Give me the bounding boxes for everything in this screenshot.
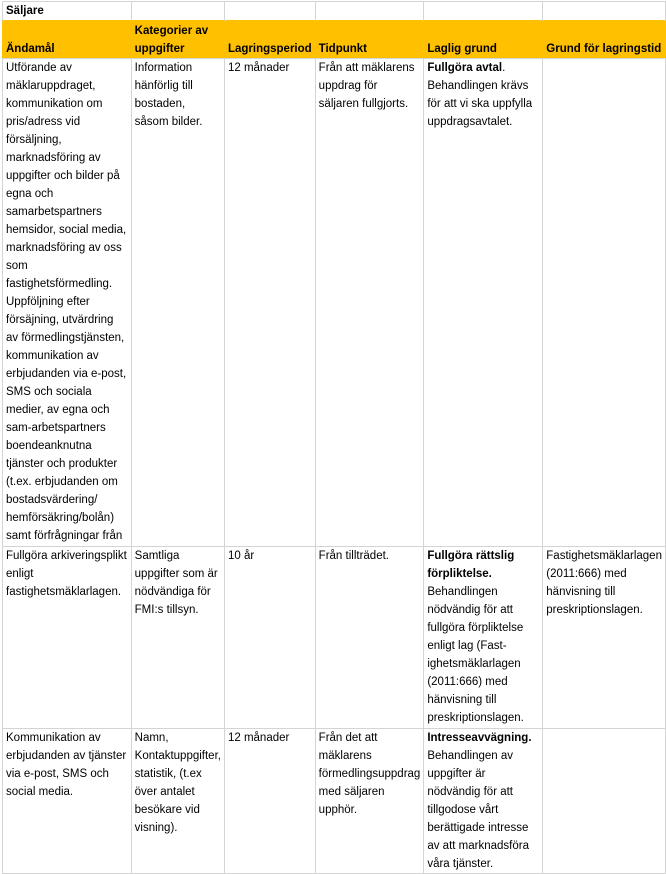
header-categories[interactable]: Kategorier av uppgifter [131,21,224,59]
empty-cell[interactable] [315,2,424,21]
categories-cell[interactable]: Information hänförlig till bostaden, såsom bilder. [131,59,224,547]
timing-cell[interactable]: Från att mäklarens uppdrag för säljaren fullgjorts. [315,59,424,547]
header-purpose[interactable]: Ändamål [3,21,132,59]
legal-basis-text: Behandlingen nödvändig för att fullgöra förpliktelse enligt lag (Fast-ighetsmäklarlagen (2011:666) med hänvisning till preskriptionslagen. [427,586,524,724]
title-row [3,2,666,21]
sheet-title-cell[interactable]: Säljare [3,2,132,21]
purpose-cell[interactable]: Fullgöra arkiveringsplikt enligt fastighetsmäklarlagen. [3,547,132,729]
timing-cell[interactable]: Från det att mäklarens förmedlingsuppdrag med säljaren upphör. [315,729,424,874]
timing-cell[interactable]: Från tillträdet. [315,547,424,729]
table-row [3,547,666,729]
legal-basis-text: Behandlingen av uppgifter är nödvändig för att tillgodose vårt berättigade intresse av att marknadsföra våra tjänster. [427,750,529,870]
period-cell[interactable]: 10 år [224,547,315,729]
legal-basis-title: Intresseavvägning. [427,732,532,744]
empty-cell[interactable] [424,2,543,21]
header-timing[interactable]: Tidpunkt [315,21,424,59]
legal-basis-title: Fullgöra avtal [427,62,503,74]
legal-basis-cell[interactable] [424,547,543,729]
empty-cell[interactable] [131,2,224,21]
header-row [3,21,666,59]
purpose-cell[interactable]: Kommunikation av erbjudanden av tjänster via e-post, SMS och social media. [3,729,132,874]
empty-cell[interactable] [224,2,315,21]
table-row [3,729,666,874]
retention-basis-cell[interactable]: Fastighetsmäklarlagen (2011:666) med hänvisning till preskriptionslagen. [543,547,666,729]
period-cell[interactable]: 12 månader [224,59,315,547]
empty-cell[interactable] [543,2,666,21]
period-cell[interactable]: 12 månader [224,729,315,874]
categories-cell[interactable]: Samtliga uppgifter som är nödvändiga för FMI:s tillsyn. [131,547,224,729]
header-legal-basis[interactable]: Laglig grund [424,21,543,59]
retention-basis-cell[interactable] [543,59,666,547]
data-table [2,1,666,874]
header-retention-basis[interactable]: Grund för lagringstid [543,21,666,59]
legal-basis-text: . Behandlingen krävs för att vi ska uppfylla uppdragsavtalet. [427,62,533,128]
retention-basis-cell[interactable] [543,729,666,874]
legal-basis-title: Fullgöra rättslig förpliktelse. [427,550,515,580]
header-period[interactable]: Lagringsperiod [224,21,315,59]
purpose-cell[interactable]: Utförande av mäklaruppdraget, kommunikation om pris/adress vid försäljning, marknadsföring av uppgifter och bilder på egna och samarbetspartners hemsidor, social media, marknadsföring av oss som fastighetsförmedling. Uppföljning efter försäjning, utvärdring av förmedlingstjänsten, kommunikation av erbjudanden via e-post, SMS och sociala medier, av egna och sam-arbetspartners boendeanknutna tjänster och produkter (t.ex. erbjudanden om bostadsvärdering/ hemförsäkring/bolån) samt förfrågningar från [3,59,132,547]
legal-basis-cell[interactable] [424,729,543,874]
table-row [3,59,666,547]
categories-cell[interactable]: Namn, Kontaktuppgifter, statistik, (t.ex över antalet besökare vid visning). [131,729,224,874]
legal-basis-cell[interactable] [424,59,543,547]
